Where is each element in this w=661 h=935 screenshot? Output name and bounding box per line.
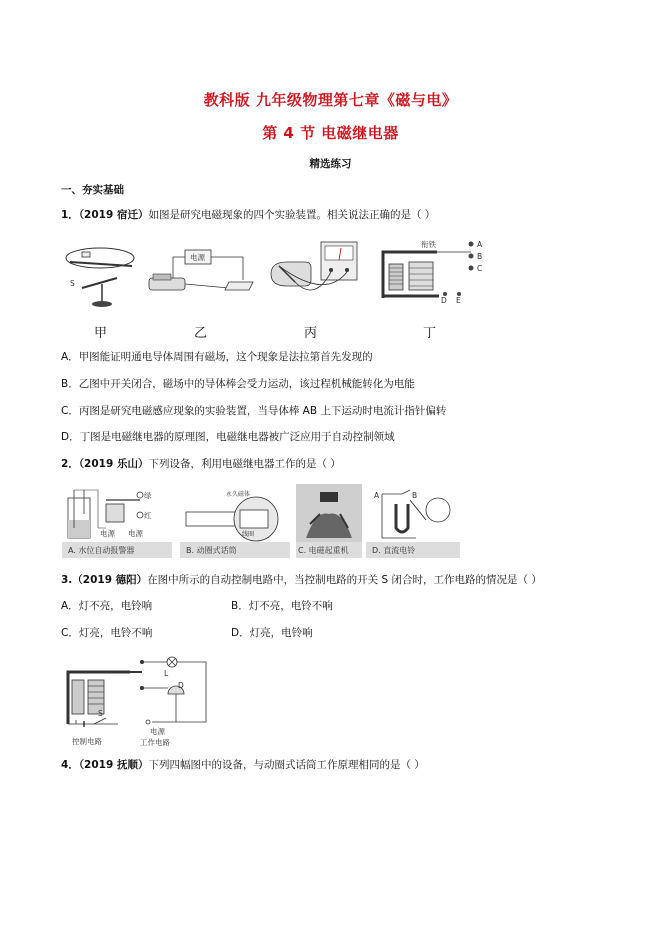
switch-label: S xyxy=(98,709,103,718)
power-label-2: 电源 xyxy=(128,529,143,538)
figure-bing xyxy=(265,240,365,306)
figure-dc-bell xyxy=(366,484,460,560)
label-b: B xyxy=(412,491,418,500)
terminal-a: A xyxy=(477,240,483,249)
armature-label: 衔铁 xyxy=(421,240,436,249)
power-label-1: 电源 xyxy=(100,529,115,538)
figure-dynamic-mic xyxy=(180,484,290,560)
magnet-label: 永久磁体 xyxy=(226,491,251,498)
question-source: （2019 德阳） xyxy=(72,574,148,586)
figure-label-ding: 丁 xyxy=(423,326,437,341)
question-number: 3. xyxy=(61,574,73,586)
option-d: D．灯亮，电铃响 xyxy=(231,627,313,639)
power-label: 电源 xyxy=(150,727,165,736)
question-4-stem xyxy=(61,758,425,772)
caption-d: D. 直流电铃 xyxy=(372,546,416,555)
figure-water-alarm xyxy=(62,484,172,560)
figure-label-bing: 丙 xyxy=(304,326,318,341)
power-label: 电源 xyxy=(190,253,205,262)
question-number: 1． xyxy=(61,209,79,221)
figure-ding xyxy=(375,238,495,304)
bell-label: D xyxy=(178,681,184,690)
page-title: 教科版 九年级物理第七章《磁与电》 xyxy=(203,91,458,109)
option-b: B．乙图中开关闭合，磁场中的导体棒会受力运动，该过程机械能转化为电能 xyxy=(61,378,415,390)
figure-label-yi: 乙 xyxy=(194,326,208,341)
label-a: A xyxy=(374,491,380,500)
coil-label: 线圈 xyxy=(242,531,255,538)
question-number: 2． xyxy=(61,458,79,470)
question-source: （2019 宿迁） xyxy=(78,209,149,221)
exercise-label: 精选练习 xyxy=(309,158,352,170)
caption-c: C. 电磁起重机 xyxy=(298,546,349,555)
section-subtitle: 第 4 节 电磁继电器 xyxy=(262,124,399,142)
question-number: 4． xyxy=(61,759,79,771)
figure-relay-circuit xyxy=(60,650,210,748)
option-b: B．灯不亮，电铃不响 xyxy=(231,600,333,612)
lamp-label: L xyxy=(164,669,169,678)
option-a: A．灯不亮，电铃响 xyxy=(61,600,153,612)
question-source: （2019 乐山） xyxy=(78,458,149,470)
question-text: 在图中所示的自动控制电路中，当控制电路的开关 S 闭合时，工作电路的情况是（ ） xyxy=(147,574,542,586)
control-circuit-label: 控制电路 xyxy=(72,737,102,746)
terminal-e: E xyxy=(456,296,461,304)
figure-label-jia: 甲 xyxy=(94,326,108,341)
red-light-label: 红 xyxy=(144,511,152,520)
figure-crane xyxy=(296,484,362,560)
question-source: （2019 抚顺） xyxy=(78,759,149,771)
pole-label: S xyxy=(70,279,75,288)
option-a: A．甲图能证明通电导体周围有磁场，这个现象是法拉第首先发现的 xyxy=(61,351,373,363)
figure-yi xyxy=(145,244,257,304)
question-text: 下列四幅图中的设备，与动圈式话筒工作原理相同的是（ ） xyxy=(148,759,425,771)
question-1-stem xyxy=(61,208,435,222)
question-2-stem xyxy=(61,457,341,471)
question-text: 如图是研究电磁现象的四个实验装置。相关说法正确的是（ ） xyxy=(148,209,436,221)
terminal-d: D xyxy=(441,296,447,304)
option-c: C．丙图是研究电磁感应现象的实验装置，当导体棒 AB 上下运动时电流计指针偏转 xyxy=(61,405,447,417)
terminal-b: B xyxy=(477,252,483,261)
question-text: 下列设备，利用电磁继电器工作的是（ ） xyxy=(148,458,341,470)
green-light-label: 绿 xyxy=(144,491,152,500)
work-circuit-label: 工作电路 xyxy=(140,738,170,747)
figure-jia xyxy=(62,240,142,312)
option-c: C．灯亮，电铃不响 xyxy=(61,627,153,639)
terminal-c: C xyxy=(477,264,483,273)
caption-a: A. 水位自动报警器 xyxy=(68,546,135,555)
caption-b: B. 动圈式话筒 xyxy=(186,546,237,555)
question-3-stem xyxy=(61,573,542,587)
part-heading: 一、夯实基础 xyxy=(61,184,124,196)
option-d: D．丁图是电磁继电器的原理图，电磁继电器被广泛应用于自动控制领域 xyxy=(61,431,395,443)
